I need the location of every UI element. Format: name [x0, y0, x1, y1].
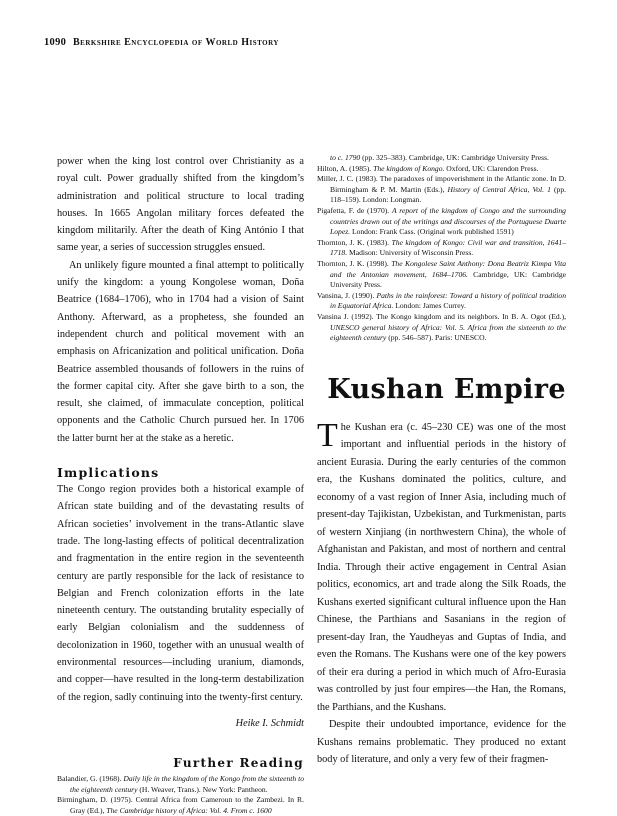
reference-entry: Thornton, J. K. (1998). The Kongolese Saint Anthony: Dona Beatriz Kimpa Vita and the Antonian movement, 1684–1706. Cambridge, UK: Cambridge University Press. — [317, 258, 567, 290]
page-number: 1090 — [44, 37, 67, 48]
article-title: Kushan Empire — [327, 373, 566, 405]
reference-entry: Pigafetta, F. de (1970). A report of the kingdom of Congo and the surrounding countries drawn out of the writings and discourses of the Portuguese Duarte Lopez. London: Frank Cass. (Original work published 1591) — [317, 205, 566, 237]
drop-cap: T — [317, 416, 338, 454]
article-paragraph: The Kushan era (c. 45–230 CE) was one of the most important and influential periods in the history of ancient Eurasia. During the early centuries of the common era, the Kushans dominated the politics, culture, and economy of a vast region of Inner Asia, including much of present-day Tajikistan, Uzbekistan, and Turkmenistan, parts of western Xinjiang (in northwestern China), the whole of Afghanistan and Pakistan, and most of northern and central India. Through their active engagement in Central Asian politics, economics, art and trade along the Silk Roads, the Kushans exerted significant cultural influence upon the Han Chinese, the Parthians and Sasanians in the region of present-day Iran, the Yaudheyas and Guptas of India, and even the Romans. The Kushans were one of the key powers of their era during a period in which much of Afro-Eurasia was controlled by just four empires—the Han, the Romans, the Parthians, and the Kushans. — [317, 416, 566, 713]
right-column — [317, 153, 566, 769]
article-paragraph: Despite their undoubted importance, evidence for the Kushans remains problematic. They produced no extant body of literature, and only a very few of their fragmen- — [317, 719, 566, 766]
section-heading-implications: Implications — [57, 465, 160, 481]
body-paragraph: power when the king lost control over Christianity as a royal cult. Power gradually shifted from the kingdom’s administration and political structure to local trading houses. In 1665 Angolan military forces defeated the kingdom militarily. After the death of King António I that same year, a series of succession struggles ensued. — [57, 156, 304, 254]
reference-entry: Hilton, A. (1985). The kingdom of Kongo. Oxford, UK: Clarendon Press. — [317, 163, 539, 173]
further-reading-heading: Further Reading — [173, 755, 304, 770]
reference-entry: Vansina, J. (1990). Paths in the rainforest: Toward a history of political tradition in Equatorial Africa. London: James Currey. — [317, 290, 566, 311]
left-column — [57, 153, 304, 816]
body-paragraph: An unlikely figure mounted a final attempt to politically unify the kingdom: a young Kongolese woman, Doña Beatrice (1684–1706), who in 1704 had a vision of Saint Anthony. Afterward, as a prophetess, she founded an independent church and political movement with an emphasis on Africanization and political unification. Doña Beatrice assembled thousands of followers in the ruins of the former capital city. After she gave birth to a son, the result, she claimed, of immaculate conception, political opponents and the Catholic Church pursued her. In 1706 the latter burnt her at the stake as a heretic. — [57, 259, 304, 444]
author-byline: Heike I. Schmidt — [235, 717, 304, 729]
running-title: Berkshire Encyclopedia of World History — [73, 37, 279, 48]
running-header — [44, 37, 279, 48]
reference-entry: Vansina J. (1992). The Kongo kingdom and its neighbors. In B. A. Ogot (Ed.), UNESCO general history of Africa: Vol. 5. Africa from the sixteenth to the eighteenth century (pp. 546–587). Paris: UNESCO. — [317, 311, 566, 343]
reference-entry: Miller, J. C. (1983). The paradoxes of impoverishment in the Atlantic zone. In D. Birmingham & P. M. Martin (Eds.), History of Central Africa, Vol. 1 (pp. 118–159). London: Longman. — [317, 174, 567, 205]
reference-entry: Balandier, G. (1968). Daily life in the kingdom of the Kongo from the sixteenth to the eighteenth century (H. Weaver, Trans.). New York: Pantheon. — [57, 773, 304, 794]
reference-entry: Birmingham, D. (1975). Central Africa from Cameroun to the Zambezi. In R. Gray (Ed.), The Cambridge history of Africa: Vol. 4. From c. 1600 — [57, 795, 304, 815]
body-paragraph: The Congo region provides both a historical example of African state building and of the devastating results of African societies’ involvement in the trans-Atlantic slave trade. The long-lasting effects of political decentralization and fragmentation in the entire region in the seventeenth century are partly responsible for the lack of resistance to Belgian and French colonization efforts in the late nineteenth century. The outstanding brutality especially of early Belgian colonialism and the suddenness of decolonization in 1960, together with an unusual wealth of environmental resources—including uranium, diamonds, and copper—have resulted in the long-term destabilization of the region, sadly continuing into the twenty-first century. — [57, 484, 304, 703]
reference-entry: Thornton, J. K. (1983). The kingdom of Kongo: Civil war and transition, 1641–1718. Madison: University of Wisconsin Press. — [317, 237, 566, 258]
reference-entry: to c. 1790 (pp. 325–383). Cambridge, UK: Cambridge University Press. — [330, 153, 549, 162]
